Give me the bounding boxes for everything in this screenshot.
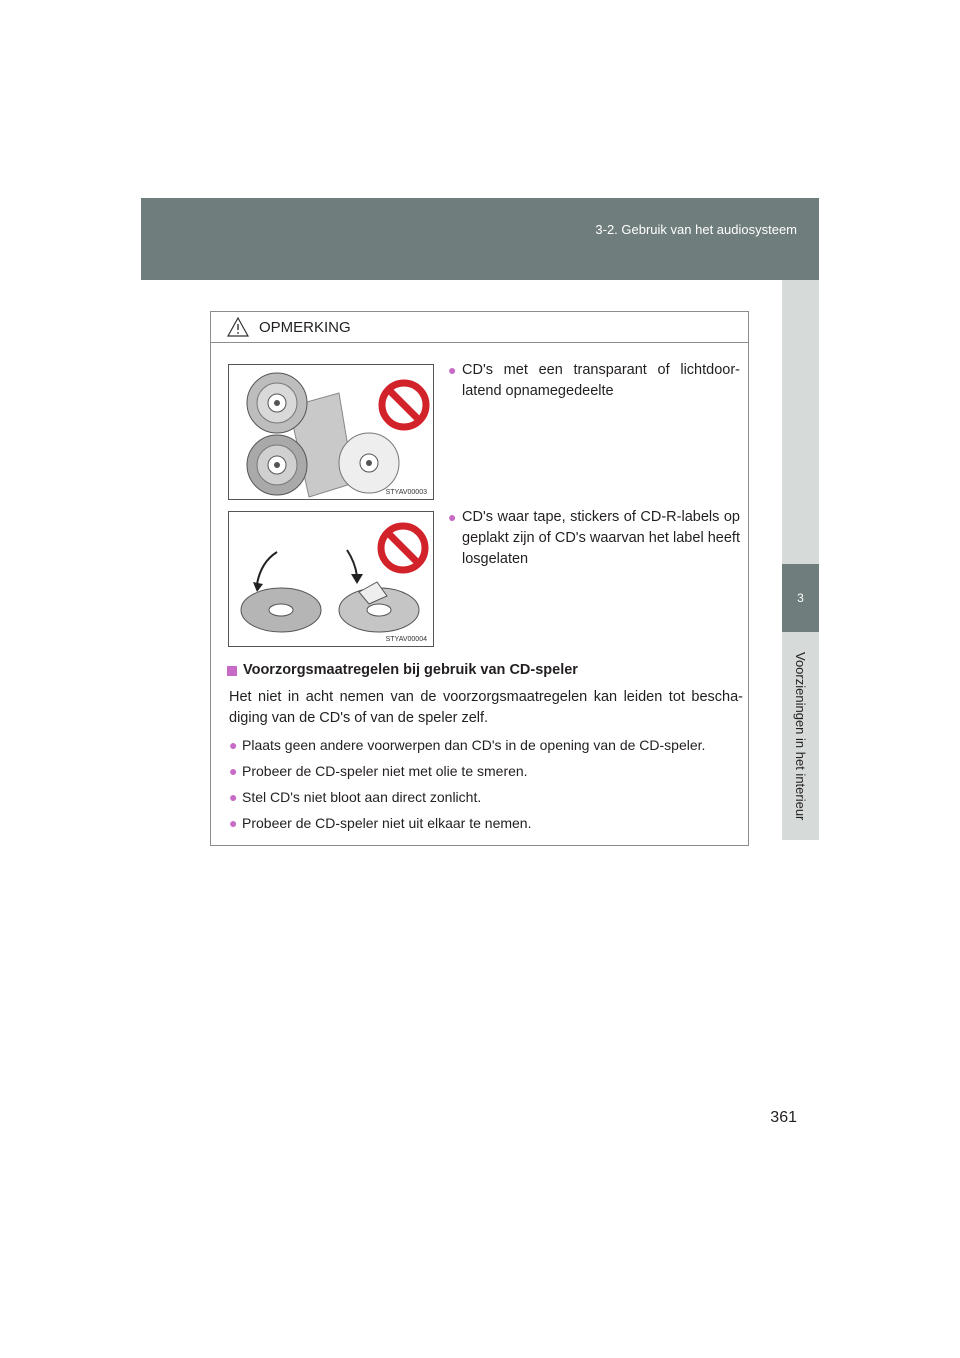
section-heading: Voorzorgsmaatregelen bij gebruik van CD-speler — [211, 660, 748, 681]
bullet-icon: ● — [448, 509, 457, 525]
figure-labeled-cd — [228, 511, 434, 647]
warning-triangle-icon — [227, 317, 249, 337]
bullet-icon: ● — [448, 362, 457, 378]
figure-code: STYAV00004 — [385, 636, 427, 643]
cd-disc-icon — [247, 373, 307, 433]
section-title: 3-2. Gebruik van het audiosysteem — [595, 222, 797, 237]
bullet-icon: ● — [229, 815, 238, 831]
chapter-title-vertical — [782, 632, 819, 840]
chapter-number: 3 — [797, 591, 804, 605]
prohibition-icon — [381, 526, 425, 570]
cd-disc-icon — [339, 433, 399, 493]
transparent-cd-illustration — [229, 365, 433, 499]
list-item: ● Probeer de CD-speler niet uit elkaar te nemen. — [229, 815, 532, 831]
list-item: ● Probeer de CD-speler niet met olie te smeren. — [229, 763, 528, 779]
list-item: ● Stel CD's niet bloot aan direct zonlicht. — [229, 789, 482, 805]
bullet-icon: ● — [229, 737, 238, 753]
cd-disc-icon — [241, 588, 321, 632]
notice-title: OPMERKING — [259, 318, 351, 336]
page-number: 361 — [770, 1109, 797, 1126]
section-intro: Het niet in acht nemen van de voorzorgsmaatregelen kan leiden tot bescha-diging van de CD's of van de speler zelf. — [229, 689, 743, 726]
chapter-title: Voorzieningen in het interieur — [793, 651, 808, 821]
cd-disc-icon — [247, 435, 307, 495]
cd-disc-icon — [339, 582, 419, 632]
notice-box — [210, 311, 749, 846]
list-item: ● Plaats geen andere voorwerpen dan CD's in de opening van de CD-speler. — [229, 737, 706, 753]
figure-caption: ● CD's waar tape, stickers of CD-R-labels op geplakt zijn of CD's waarvan het label heeft losgelaten — [448, 509, 740, 567]
bullet-icon: ● — [229, 789, 238, 805]
precautions-section — [211, 660, 748, 833]
labeled-cd-illustration — [229, 512, 433, 646]
figure-code: STYAV00003 — [385, 489, 427, 496]
prohibition-icon — [382, 383, 426, 427]
chapter-number-tab — [782, 564, 819, 632]
bullet-icon: ● — [229, 763, 238, 779]
header-band — [141, 198, 819, 280]
notice-header — [211, 312, 748, 343]
square-bullet-icon — [227, 666, 237, 676]
figure-transparent-cd — [228, 364, 434, 500]
figure-caption: ● CD's met een transparant of lichtdoor-latend opnamegedeelte — [448, 362, 740, 399]
